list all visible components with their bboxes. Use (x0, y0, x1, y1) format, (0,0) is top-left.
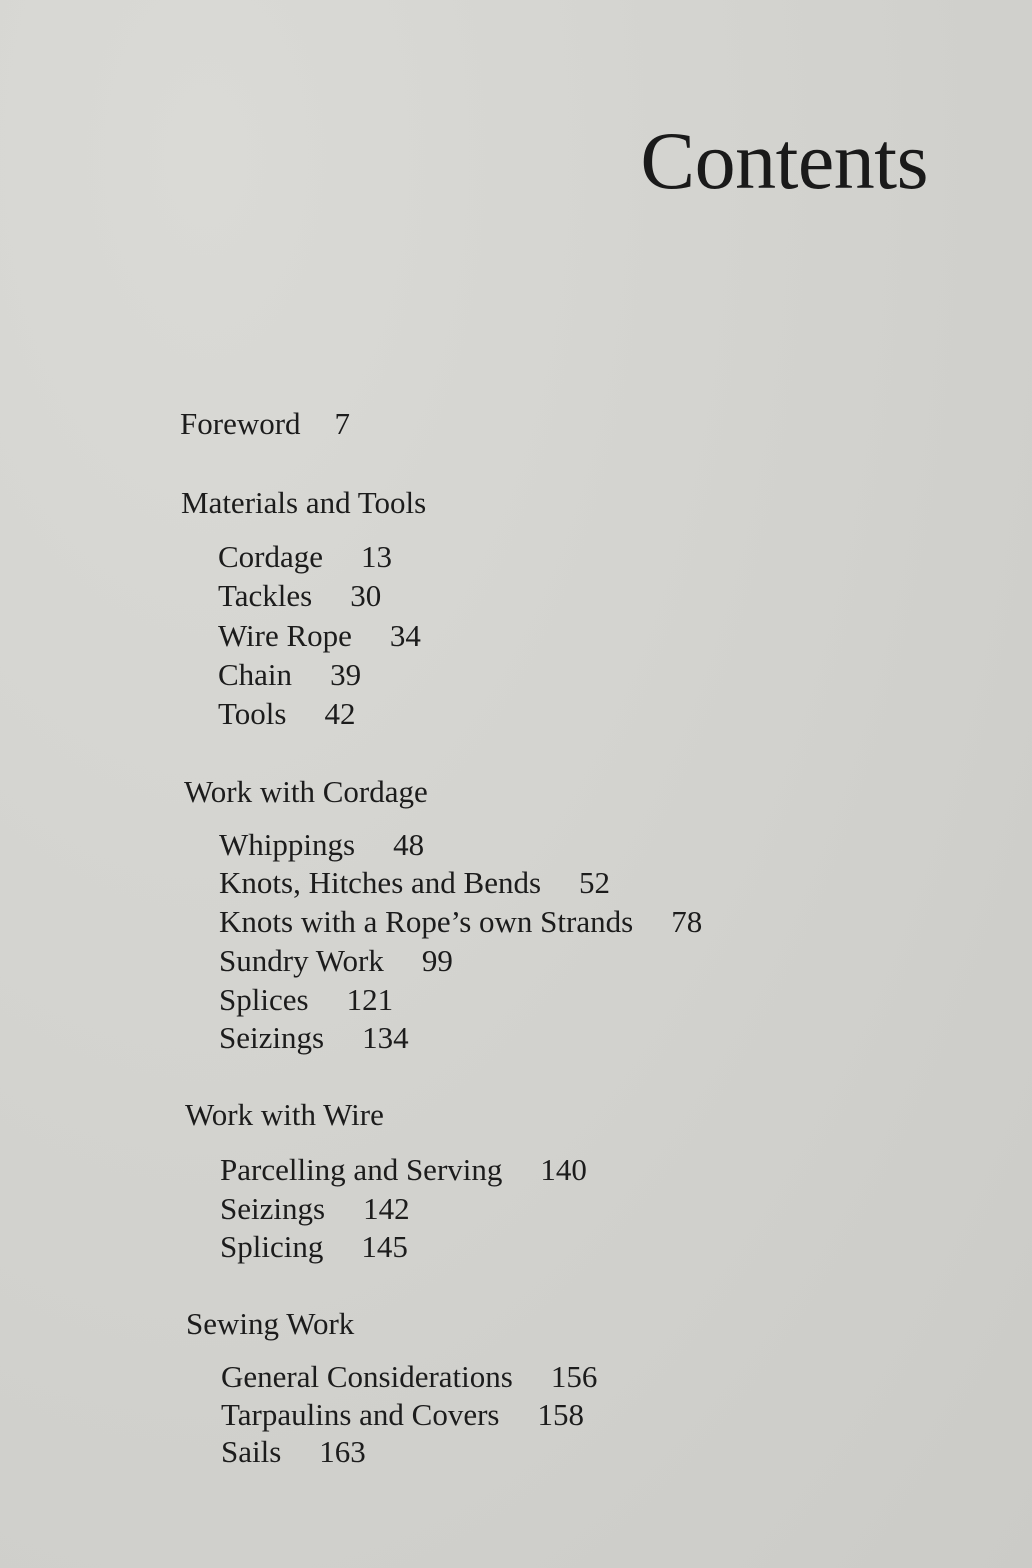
toc-page-number: 163 (319, 1434, 366, 1469)
toc-entry-label: Tools (218, 696, 287, 731)
toc-entry (220, 1193, 410, 1224)
toc-entry-label: Tackles (218, 578, 313, 613)
section-heading: Work with Wire (185, 1097, 384, 1132)
toc-entry (220, 1154, 587, 1185)
toc-page-number: 78 (671, 904, 703, 939)
toc-page-number: 13 (361, 539, 393, 574)
toc-entry (218, 541, 392, 572)
toc-page-number: 52 (579, 865, 611, 900)
toc-page-number: 134 (362, 1020, 409, 1055)
section-heading: Sewing Work (186, 1306, 355, 1341)
toc-entry-label: Sails (221, 1434, 282, 1469)
toc-entry (220, 1231, 408, 1262)
toc-page-number: 142 (363, 1191, 410, 1226)
section-heading: Materials and Tools (181, 485, 427, 520)
toc-page-number: 39 (330, 657, 362, 692)
toc-entry (219, 1022, 409, 1053)
toc-page-number: 42 (324, 696, 356, 731)
toc-entry (218, 580, 381, 611)
toc-page-number: 48 (393, 827, 425, 862)
toc-page-number: 7 (334, 406, 351, 441)
toc-page-number: 158 (537, 1397, 584, 1432)
toc-page-number: 121 (346, 982, 394, 1017)
toc-page-number: 145 (361, 1229, 408, 1264)
toc-entry-label: Splices (219, 982, 309, 1017)
toc-entry (221, 1399, 584, 1430)
toc-entry-label: Chain (218, 657, 293, 692)
toc-entry-label: Wire Rope (218, 618, 352, 653)
toc-entry-label: Foreword (180, 406, 301, 441)
toc-entry-label: Knots, Hitches and Bends (219, 865, 542, 900)
toc-entry-label: Sundry Work (219, 943, 384, 978)
toc-entry (221, 1361, 597, 1392)
toc-entry-label: Splicing (220, 1229, 324, 1264)
toc-page-number: 156 (550, 1359, 598, 1394)
toc-entry (219, 906, 702, 937)
toc-page-number: 34 (389, 618, 421, 653)
toc-entry (219, 945, 453, 976)
toc-entry-label: Knots with a Rope’s own Strands (219, 904, 634, 939)
toc-entry-label: Whippings (219, 827, 356, 862)
toc-entry-label: Cordage (218, 539, 324, 574)
toc-entry (219, 829, 424, 860)
section-heading: Work with Cordage (184, 774, 428, 809)
toc-entry-label: General Considerations (221, 1359, 513, 1394)
toc-entry (221, 1436, 366, 1467)
page-title: Contents (640, 115, 928, 206)
toc-entry (219, 867, 610, 898)
toc-page-number: 99 (421, 943, 453, 978)
toc-entry-label: Parcelling and Serving (220, 1152, 503, 1187)
toc-entry-label: Seizings (220, 1191, 326, 1226)
toc-entry (218, 698, 355, 729)
toc-page-number: 140 (540, 1152, 587, 1187)
toc-page-number: 30 (350, 578, 382, 613)
toc-entry-label: Tarpaulins and Covers (221, 1397, 500, 1432)
toc-entry-label: Seizings (219, 1020, 325, 1055)
toc-entry (218, 659, 361, 690)
toc-entry-foreword (180, 408, 350, 439)
toc-entry (219, 984, 393, 1015)
toc-entry (218, 620, 421, 651)
